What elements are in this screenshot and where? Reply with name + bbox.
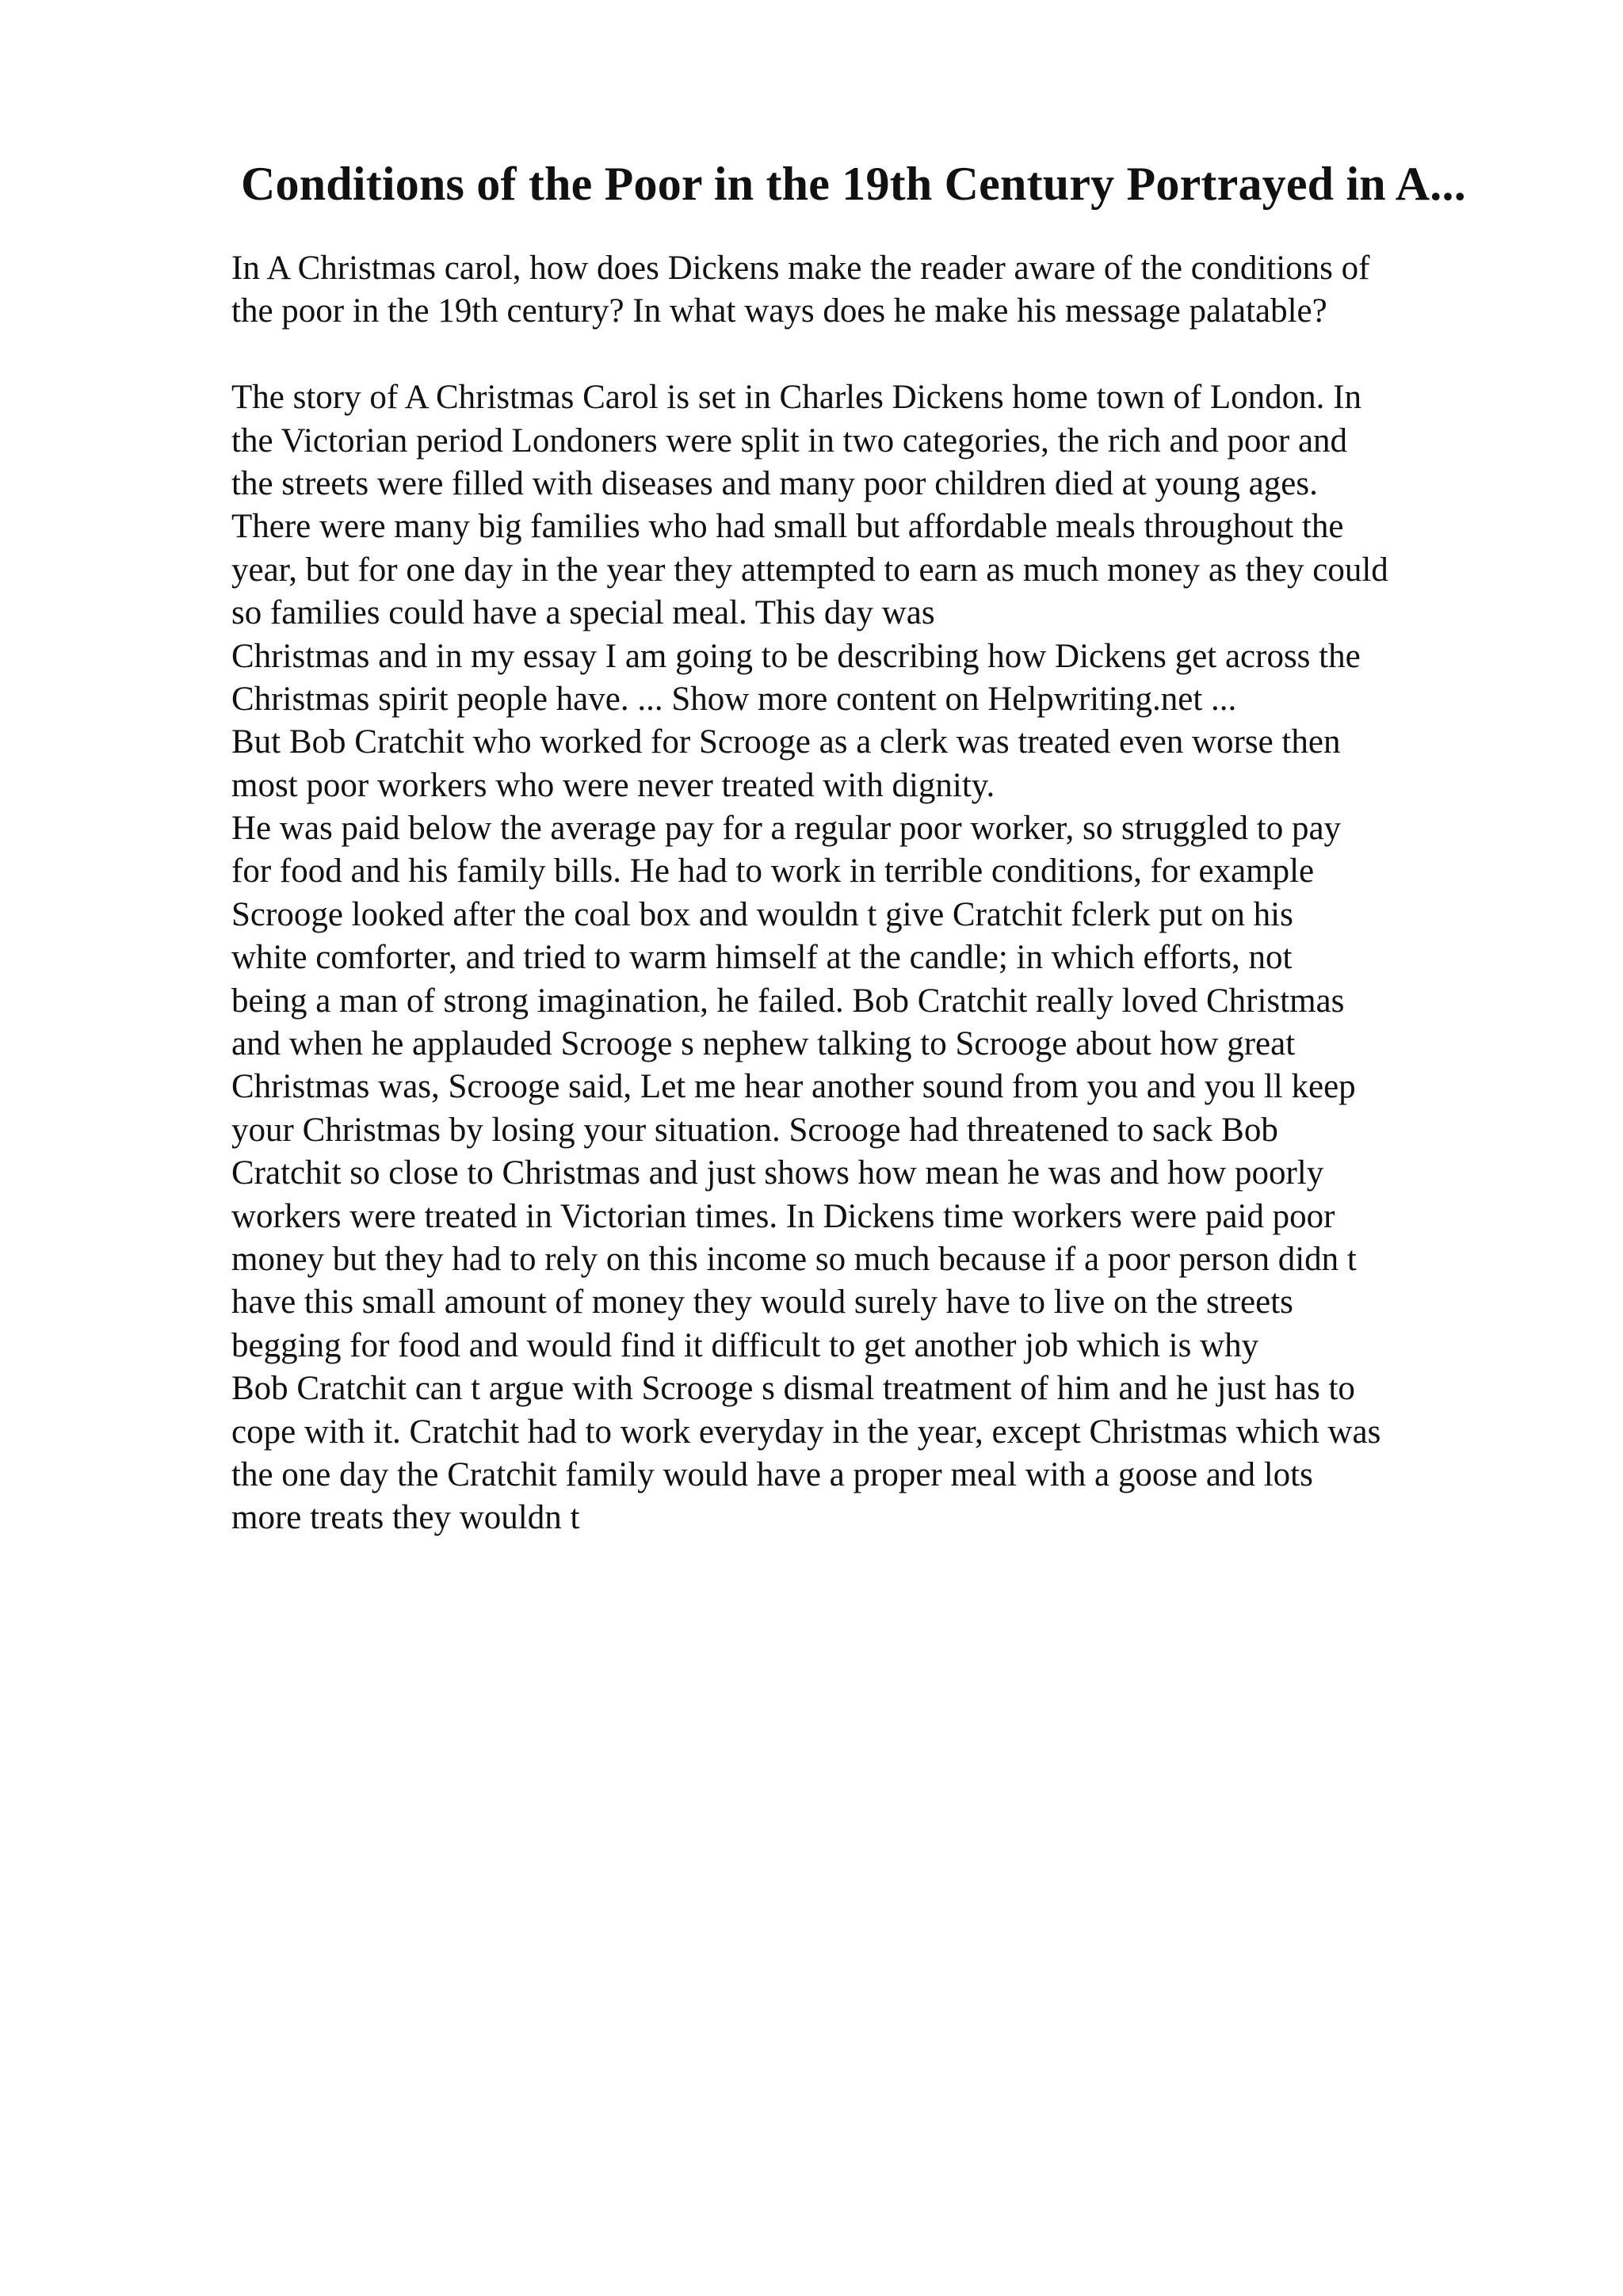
paragraph-spacer [231, 334, 1594, 376]
text-line: year, but for one day in the year they attempted to earn as much money as they could [231, 551, 1388, 589]
text-line: Scrooge looked after the coal box and wouldn t give Cratchit fclerk put on his [231, 895, 1293, 933]
text-line: The story of A Christmas Carol is set in Charles Dickens home town of London. In [231, 379, 1361, 417]
text-line: have this small amount of money they would surely have to live on the streets [231, 1283, 1293, 1322]
text-line: money but they had to rely on this income so much because if a poor person didn t [231, 1240, 1357, 1278]
essay-paragraph [231, 376, 1594, 1540]
document-body [231, 247, 1594, 1540]
document-title: Conditions of the Poor in the 19th Century Portrayed in A... [241, 158, 1466, 210]
text-line: white comforter, and tried to warm himself at the candle; in which efforts, not [231, 939, 1293, 977]
text-line: for food and his family bills. He had to work in terrible conditions, for example [231, 852, 1315, 891]
text-line: But Bob Cratchit who worked for Scrooge as a clerk was treated even worse then [231, 723, 1341, 761]
text-line: so families could have a special meal. This day was [231, 594, 935, 632]
text-line: more treats they wouldn t [231, 1499, 580, 1537]
text-line: and when he applauded Scrooge s nephew talking to Scrooge about how great [231, 1025, 1296, 1063]
text-line: Bob Cratchit can t argue with Scrooge s dismal treatment of him and he just has to [231, 1370, 1355, 1408]
text-line: being a man of strong imagination, he failed. Bob Cratchit really loved Christmas [231, 982, 1345, 1020]
text-line: cope with it. Cratchit had to work everyday in the year, except Christmas which was [231, 1413, 1381, 1451]
text-line: your Christmas by losing your situation. Scrooge had threatened to sack Bob [231, 1111, 1278, 1149]
text-line: most poor workers who were never treated with dignity. [231, 766, 995, 804]
text-line: the streets were filled with diseases and many poor children died at young ages. [231, 464, 1318, 502]
intro-paragraph [231, 247, 1594, 334]
text-line: He was paid below the average pay for a regular poor worker, so struggled to pay [231, 810, 1342, 848]
text-line: workers were treated in Victorian times. In Dickens time workers were paid poor [231, 1197, 1335, 1235]
text-line: the Victorian period Londoners were split in two categories, the rich and poor and [231, 421, 1348, 460]
text-line: Christmas spirit people have. ... Show more content on Helpwriting.net ... [231, 680, 1237, 718]
text-line: the poor in the 19th century? In what ways does he make his message palatable? [231, 292, 1327, 330]
text-line: begging for food and would find it difficult to get another job which is why [231, 1326, 1259, 1364]
text-line: There were many big families who had small but affordable meals throughout the [231, 508, 1344, 546]
text-line: In A Christmas carol, how does Dickens make the reader aware of the conditions of [231, 250, 1370, 287]
text-line: the one day the Cratchit family would have a proper meal with a goose and lots [231, 1455, 1313, 1493]
text-line: Christmas was, Scrooge said, Let me hear another sound from you and you ll keep [231, 1068, 1356, 1106]
text-line: Christmas and in my essay I am going to be describing how Dickens get across the [231, 637, 1361, 675]
text-line: Cratchit so close to Christmas and just shows how mean he was and how poorly [231, 1154, 1324, 1192]
